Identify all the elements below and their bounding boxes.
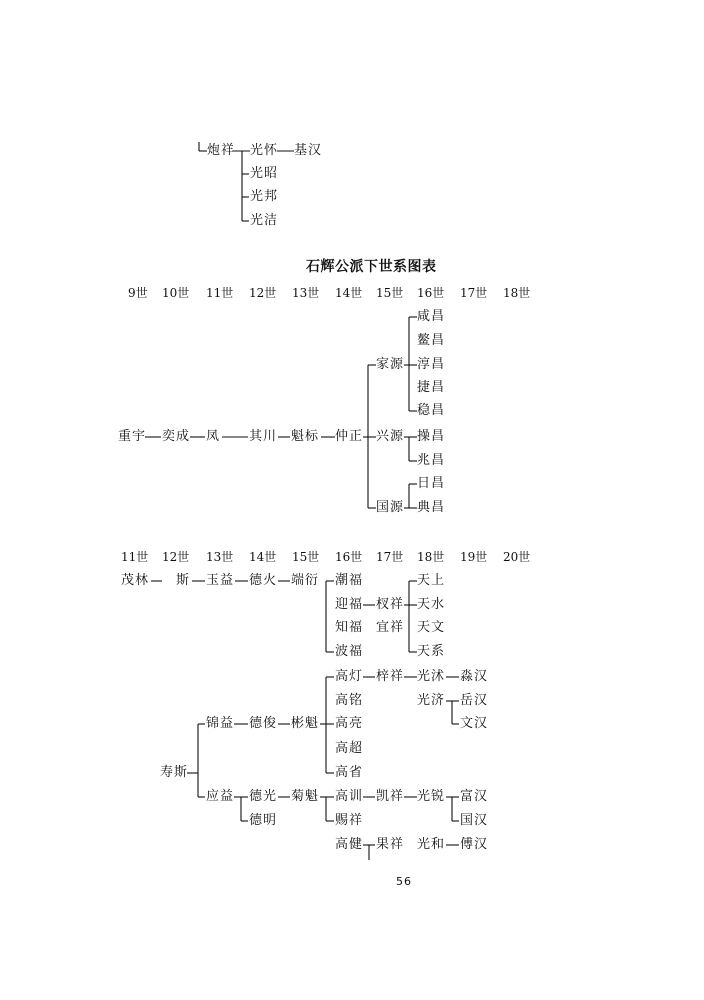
gen-label: 17世 <box>460 286 488 300</box>
name-gaojian: 高健 <box>335 837 364 852</box>
name-bofu: 波福 <box>335 644 364 659</box>
gen-label: 11世 <box>206 286 234 300</box>
name-guohan: 国汉 <box>460 813 489 828</box>
name-cixiang: 赐祥 <box>335 813 364 828</box>
name-richang: 日昌 <box>417 476 446 491</box>
page-number: 56 <box>396 875 412 888</box>
name-kaixiang: 凯祥 <box>376 789 405 804</box>
name-guangrui: 光锐 <box>417 789 446 804</box>
name-zhaochang: 兆昌 <box>417 453 446 468</box>
name-yingfu: 迎福 <box>335 597 364 612</box>
name-shousi: 寿斯 <box>160 765 189 780</box>
name-yicheng: 奕成 <box>162 429 191 444</box>
name-chongyu: 重宇 <box>118 429 147 444</box>
name-chunchang: 淳昌 <box>417 357 446 372</box>
name-zixiang: 梓祥 <box>376 669 405 684</box>
name-wenchang: 稳昌 <box>417 403 446 418</box>
gen-label: 13世 <box>292 286 320 300</box>
name-gaoming: 高铭 <box>335 693 364 708</box>
name-kuibiao: 魁标 <box>291 429 320 444</box>
name-dehuo: 德火 <box>249 573 278 588</box>
gen-label: 18世 <box>417 550 445 564</box>
gen-label: 15世 <box>292 550 320 564</box>
name-guangbang: 光邦 <box>250 189 279 204</box>
name-gaoxun: 高训 <box>335 789 364 804</box>
gen-label: 9世 <box>128 286 148 300</box>
name-yuyi: 玉益 <box>206 573 235 588</box>
name-feng: 凤 <box>206 429 221 444</box>
name-zhifu: 知福 <box>335 620 364 635</box>
gen-label: 13世 <box>206 550 234 564</box>
name-deguang: 德光 <box>249 789 278 804</box>
name-guangzhao: 光昭 <box>250 166 279 181</box>
name-tianshui: 天水 <box>417 597 446 612</box>
name-caochang: 操昌 <box>417 429 446 444</box>
gen-label: 14世 <box>335 286 363 300</box>
name-guoyuan: 国源 <box>376 500 405 515</box>
name-chuanhan: 傅汉 <box>460 837 489 852</box>
name-yingyi: 应益 <box>206 789 235 804</box>
name-xianchang: 咸昌 <box>417 309 446 324</box>
gen-label: 18世 <box>503 286 531 300</box>
name-tianshang: 天上 <box>417 573 446 588</box>
name-binkui: 彬魁 <box>291 716 320 731</box>
name-jiechang: 捷昌 <box>417 380 446 395</box>
name-qichuan: 其川 <box>249 429 278 444</box>
name-gaosheng: 高省 <box>335 765 364 780</box>
name-duanyan: 端衍 <box>291 573 320 588</box>
name-wenhan: 文汉 <box>460 716 489 731</box>
gen-label: 15世 <box>376 286 404 300</box>
name-gaoliang: 高亮 <box>335 716 364 731</box>
name-maolin: 茂林 <box>121 573 150 588</box>
name-guangmu: 光沭 <box>417 669 446 684</box>
name-gaochao: 高超 <box>335 741 364 756</box>
name-si: 斯 <box>176 573 191 588</box>
name-miaohan: 淼汉 <box>460 669 489 684</box>
name-dejun: 德俊 <box>249 716 278 731</box>
gen-label: 10世 <box>162 286 190 300</box>
name-paoxiang: 炮祥 <box>207 143 236 158</box>
name-yixiang: 宜祥 <box>376 620 405 635</box>
name-xiangxiang: 杈祥 <box>376 597 405 612</box>
gen-label: 16世 <box>335 550 363 564</box>
gen-label: 14世 <box>249 550 277 564</box>
chart-title: 石辉公派下世系图表 <box>306 259 437 275</box>
name-jihan: 基汉 <box>294 143 323 158</box>
name-guanghe: 光和 <box>417 837 446 852</box>
name-jinyi: 锦益 <box>206 716 235 731</box>
name-jiayuan: 家源 <box>376 357 405 372</box>
name-aochang: 鳌昌 <box>417 333 446 348</box>
gen-label: 16世 <box>417 286 445 300</box>
name-tianxi: 天系 <box>417 644 446 659</box>
name-guangjie: 光洁 <box>250 213 279 228</box>
name-yuehan: 岳汉 <box>460 693 489 708</box>
name-gaodeng: 高灯 <box>335 669 364 684</box>
name-zhongzheng: 仲正 <box>335 429 364 444</box>
gen-label: 20世 <box>503 550 531 564</box>
name-fuhan: 富汉 <box>460 789 489 804</box>
name-xingyuan: 兴源 <box>376 429 405 444</box>
name-deming: 德明 <box>249 813 278 828</box>
name-jukui: 菊魁 <box>291 789 320 804</box>
gen-label: 11世 <box>121 550 149 564</box>
name-guanghuai: 光怀 <box>250 143 279 158</box>
gen-label: 17世 <box>376 550 404 564</box>
gen-label: 12世 <box>249 286 277 300</box>
name-tianwen: 天文 <box>417 620 446 635</box>
gen-label: 19世 <box>460 550 488 564</box>
name-dianchang: 典昌 <box>417 500 446 515</box>
name-guangji: 光济 <box>417 693 446 708</box>
name-chaofu: 潮福 <box>335 573 364 588</box>
gen-label: 12世 <box>162 550 190 564</box>
name-guoxiang: 果祥 <box>376 837 405 852</box>
